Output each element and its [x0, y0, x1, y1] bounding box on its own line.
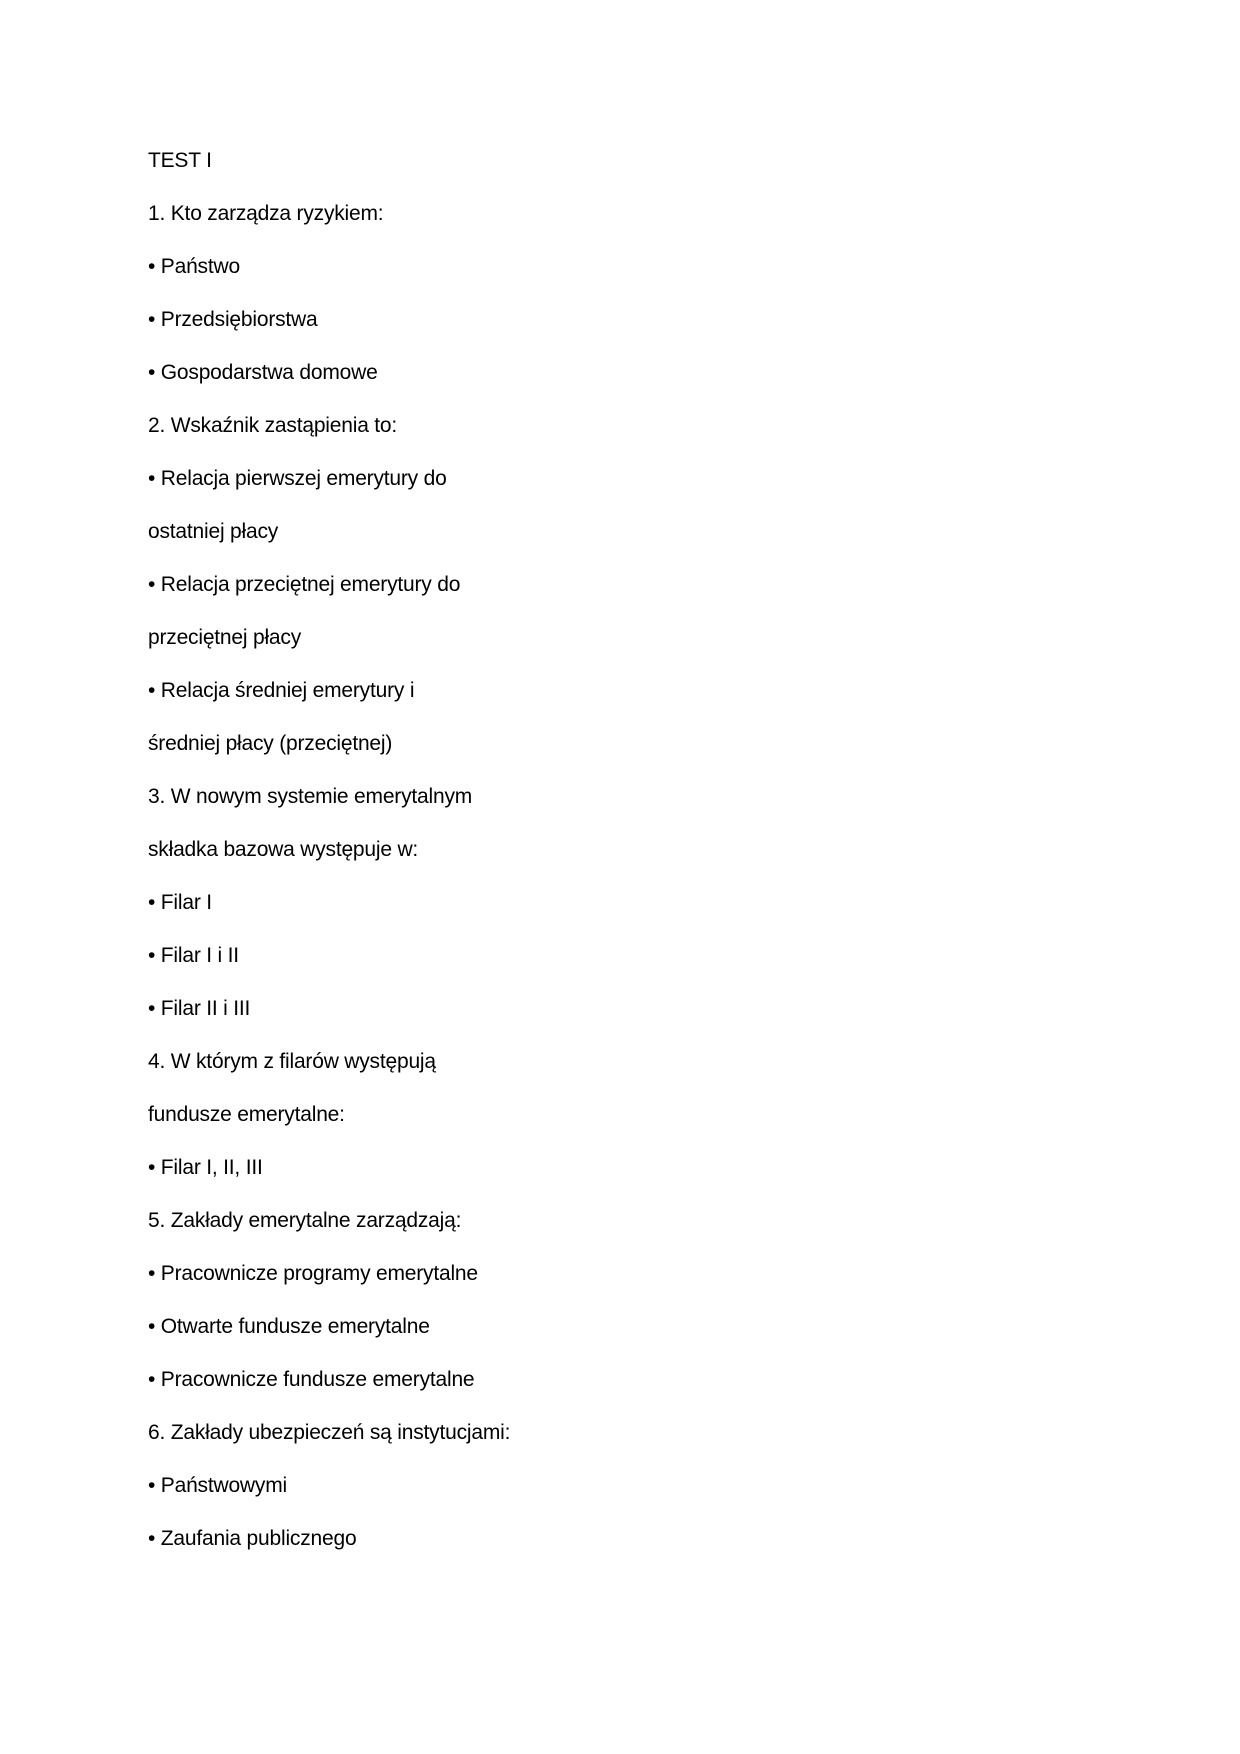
- answer-option: • Filar I i II: [148, 944, 239, 967]
- answer-option: • Gospodarstwa domowe: [148, 361, 378, 384]
- question-continuation: składka bazowa występuje w:: [148, 838, 419, 861]
- answer-option: • Państwo: [148, 255, 240, 278]
- answer-option: • Państwowymi: [148, 1474, 287, 1497]
- answer-option: • Filar II i III: [148, 997, 251, 1020]
- answer-option: • Pracownicze fundusze emerytalne: [148, 1368, 475, 1391]
- question-2: 2. Wskaźnik zastąpienia to:: [148, 414, 398, 437]
- answer-option-continuation: ostatniej płacy: [148, 520, 279, 543]
- answer-option: • Relacja przeciętnej emerytury do: [148, 573, 461, 596]
- question-5: 5. Zakłady emerytalne zarządzają:: [148, 1209, 462, 1232]
- answer-option: • Relacja pierwszej emerytury do: [148, 467, 447, 490]
- answer-option: • Filar I: [148, 891, 212, 914]
- answer-option: • Filar I, II, III: [148, 1156, 263, 1179]
- answer-option: • Otwarte fundusze emerytalne: [148, 1315, 430, 1338]
- answer-option: • Przedsiębiorstwa: [148, 308, 318, 331]
- question-3: 3. W nowym systemie emerytalnym: [148, 785, 473, 808]
- question-continuation: fundusze emerytalne:: [148, 1103, 345, 1126]
- answer-option: • Pracownicze programy emerytalne: [148, 1262, 478, 1285]
- answer-option-continuation: przeciętnej płacy: [148, 626, 302, 649]
- document-content: [148, 145, 1048, 1576]
- question-1: 1. Kto zarządza ryzykiem:: [148, 202, 384, 225]
- document-title: TEST I: [148, 149, 212, 172]
- answer-option-continuation: średniej płacy (przeciętnej): [148, 732, 393, 755]
- question-4: 4. W którym z filarów występują: [148, 1050, 436, 1073]
- answer-option: • Zaufania publicznego: [148, 1527, 357, 1550]
- question-6: 6. Zakłady ubezpieczeń są instytucjami:: [148, 1421, 511, 1444]
- answer-option: • Relacja średniej emerytury i: [148, 679, 415, 702]
